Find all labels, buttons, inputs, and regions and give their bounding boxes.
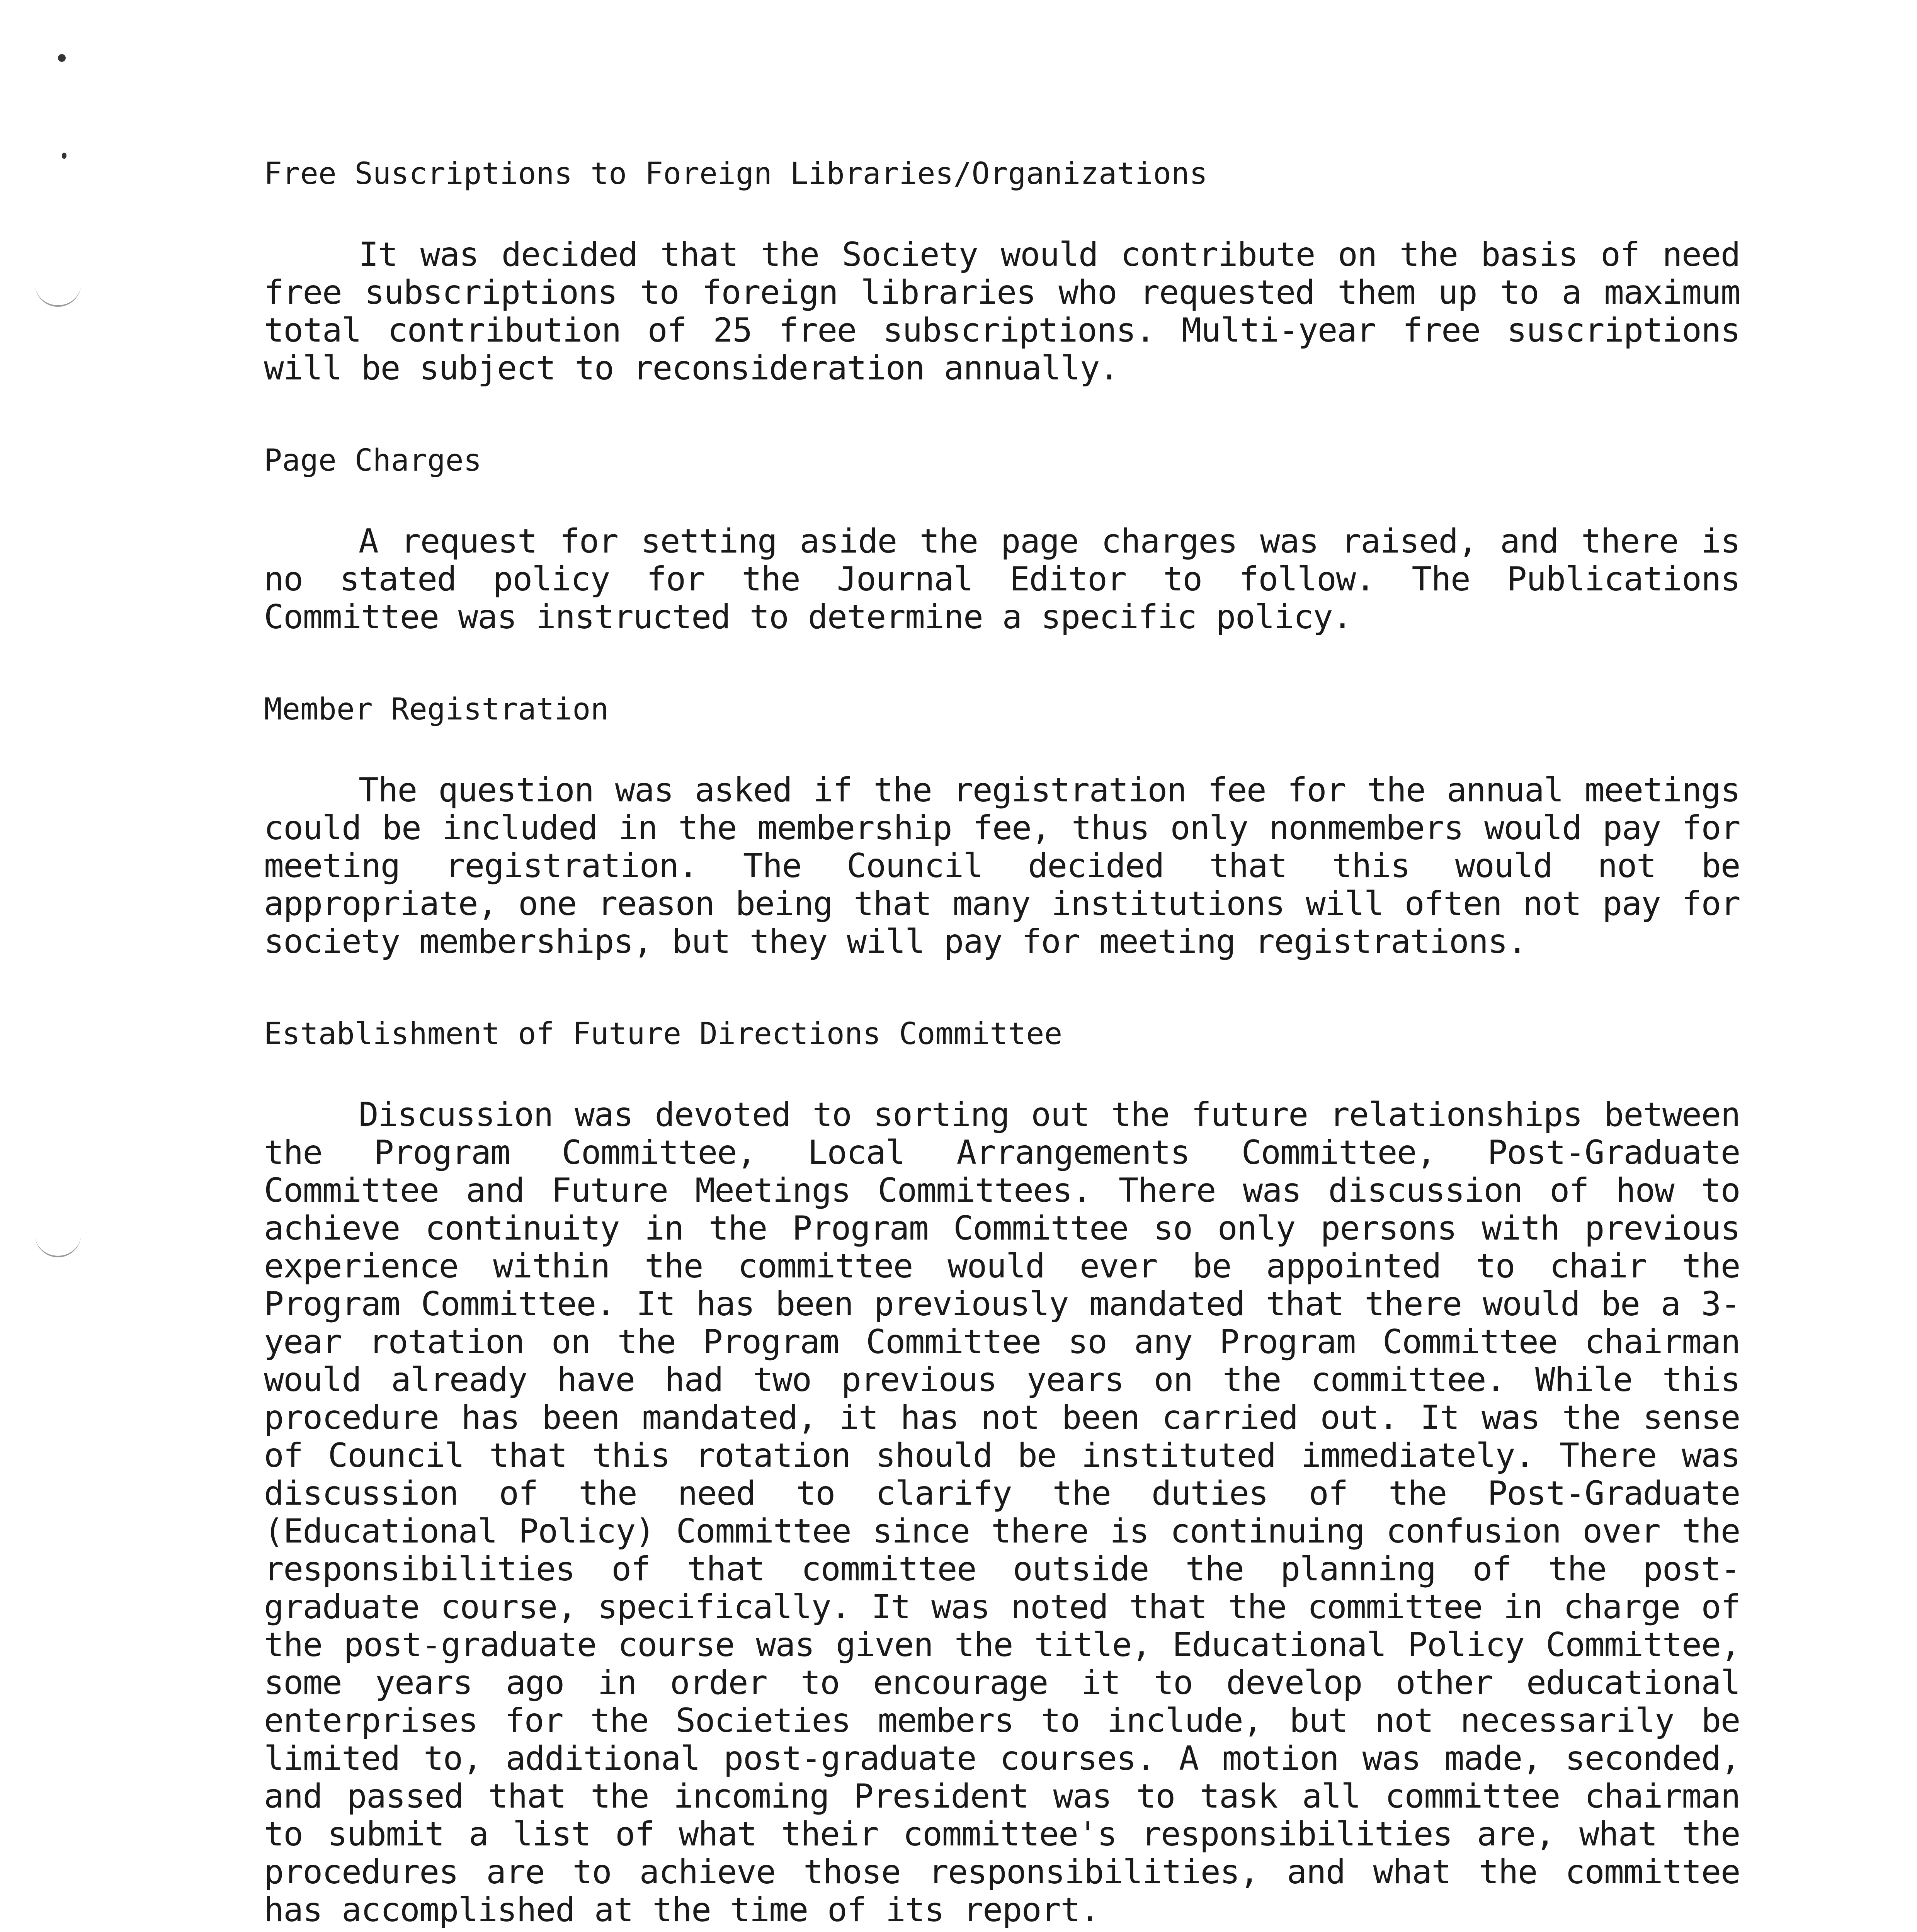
section-foreign-subscriptions <box>264 155 1740 387</box>
section-heading: Free Suscriptions to Foreign Libraries/Organizations <box>264 156 1208 191</box>
section-heading: Establishment of Future Directions Committee <box>264 1017 1063 1051</box>
section-page-charges <box>264 441 1740 636</box>
section-paragraph: Discussion was devoted to sorting out the future relationships between the Program Committee, Local Arrangements Committee, Post-Graduate Committee and Future Meetings Committees. There was discussion of how to achieve continuity in the Program Committee so only persons with previous experience within the committee would ever be appointed to chair the Program Committee. It has been previously mandated that there would be a 3-year rotation on the Program Committee so any Program Committee chairman would already have had two previous years on the committee. While this procedure has been mandated, it has not been carried out. It was the sense of Council that this rotation should be instituted immediately. There was discussion of the need to clarify the duties of the Post-Graduate (Educational Policy) Committee since there is continuing confusion over the responsibilities of that committee outside the planning of the post-graduate course, specifically. It was noted that the committee in charge of the post-graduate course was given the title, Educational Policy Committee, some years ago in order to encourage it to develop other educational enterprises for the Societies members to include, but not necessarily be limited to, additional post-graduate courses. A motion was made, seconded, and passed that the incoming President was to task all committee chairman to submit a list of what their committee's responsibilities are, what the procedures are to achieve those responsibilities, and what the committee has accomplished at the time of its report. <box>264 1095 1740 1929</box>
binding-curl <box>35 1233 81 1257</box>
scan-dot <box>58 54 66 62</box>
section-paragraph: The question was asked if the registration fee for the annual meetings could be included in the membership fee, thus only nonmembers would pay for meeting registration. The Council decided that this would not be appropriate, one reason being that many institutions will often not pay for society memberships, but they will pay for meeting registrations. <box>264 771 1740 961</box>
section-future-directions <box>264 1015 1740 1929</box>
section-heading: Member Registration <box>264 692 609 727</box>
document-body <box>264 155 1740 1932</box>
section-paragraph: A request for setting aside the page charges was raised, and there is no stated policy for the Journal Editor to follow. The Publications Committee was instructed to determine a specific policy. <box>264 522 1740 636</box>
section-paragraph: It was decided that the Society would contribute on the basis of need free subscriptions to foreign libraries who requested them up to a maximum total contribution of 25 free subscriptions. Multi-year free suscriptions will be subject to reconsideration annually. <box>264 235 1740 388</box>
scan-dot <box>62 153 66 159</box>
section-heading: Page Charges <box>264 443 482 478</box>
binding-curl <box>35 282 81 307</box>
section-member-registration <box>264 690 1740 961</box>
